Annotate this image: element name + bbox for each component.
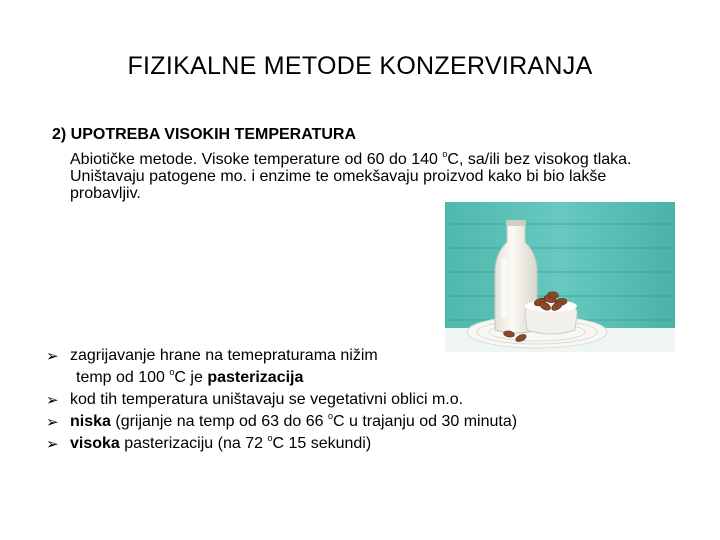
- milk-bottle-photo: [445, 202, 675, 352]
- list-item: [46, 433, 686, 455]
- arrow-bullet-icon: ➢: [46, 347, 59, 365]
- bullet-text: C je: [174, 369, 208, 386]
- bullet-text: (grijanje na temp od 63 do 66: [110, 413, 328, 430]
- bullet-list: [46, 345, 686, 455]
- list-item: [46, 345, 686, 367]
- list-item: [46, 389, 686, 411]
- degree-sup: o: [267, 433, 273, 443]
- arrow-bullet-icon: ➢: [46, 391, 59, 409]
- bold-term: niska: [70, 413, 111, 430]
- degree-sup: o: [442, 149, 448, 159]
- intro-text-1: Abiotičke metode. Visoke temperature od 60 do 140: [70, 151, 443, 168]
- arrow-bullet-icon: ➢: [46, 435, 59, 453]
- list-item-continuation: [46, 367, 686, 389]
- bullet-text: C u trajanju od 30 minuta): [332, 413, 518, 430]
- degree-sup: o: [169, 367, 175, 377]
- arrow-bullet-icon: ➢: [46, 413, 59, 431]
- intro-paragraph: [70, 151, 640, 202]
- intro-text-2: C, sa/ili bez visokog tlaka. Uništavaju patogene mo. i enzime te omekšavaju proizvod kako bi bio lakše probavljiv.: [70, 151, 632, 202]
- list-item: [46, 411, 686, 433]
- bullet-text: temp od 100: [76, 369, 170, 386]
- milk-bottle-illustration: [445, 202, 675, 352]
- bold-term: visoka: [70, 435, 120, 452]
- bullet-text: zagrijavanje hrane na temepraturama nižim: [70, 347, 378, 364]
- slide-title: FIZIKALNE METODE KONZERVIRANJA: [127, 52, 593, 80]
- degree-sup: o: [327, 411, 333, 421]
- section-heading: 2) UPOTREBA VISOKIH TEMPERATURA: [52, 126, 357, 143]
- bullet-text: kod tih temperatura uništavaju se vegetativni oblici m.o.: [70, 391, 464, 408]
- bullet-text: pasterizaciju (na 72: [119, 435, 268, 452]
- bullet-text: C 15 sekundi): [272, 435, 372, 452]
- bold-term: pasterizacija: [207, 369, 304, 386]
